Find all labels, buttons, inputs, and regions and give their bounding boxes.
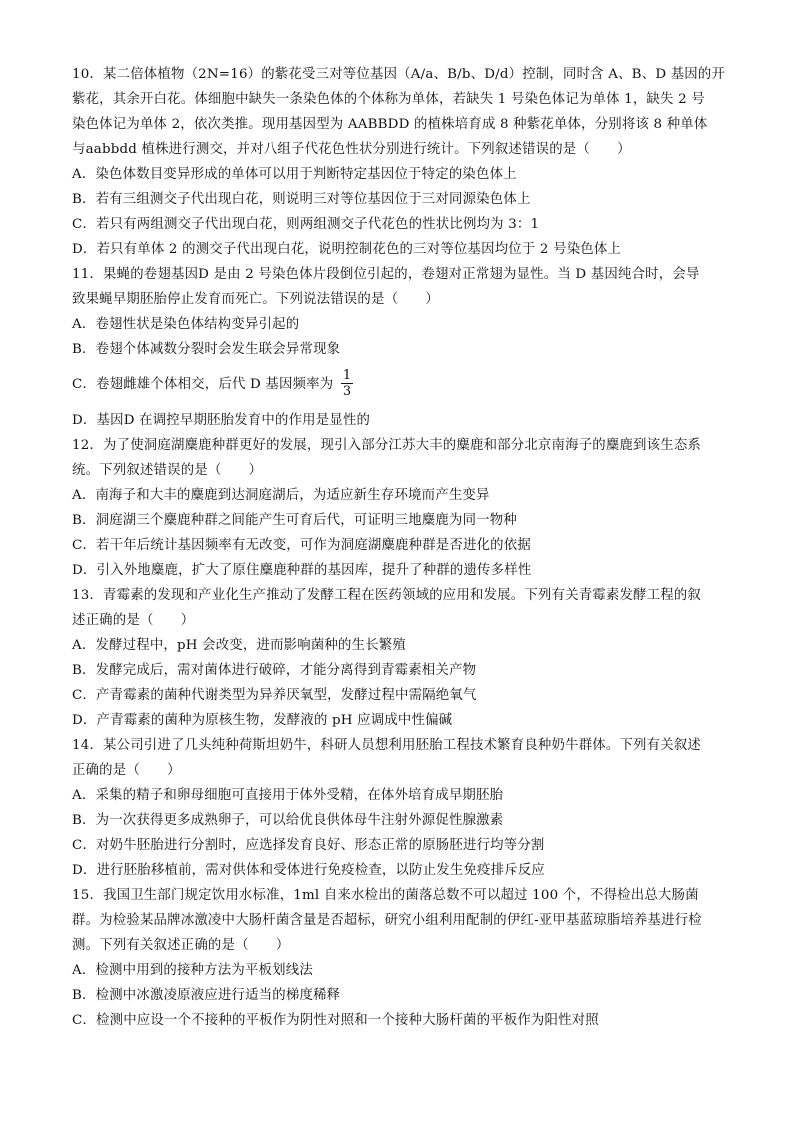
- question-stem-line: 正确的是（ ）: [72, 763, 181, 778]
- fraction: [341, 368, 353, 399]
- option-b: B．洞庭湖三个麋鹿种群之间能产生可育后代，可证明三地麋鹿为同一物种: [72, 513, 517, 528]
- option-b: B．检测中冰激凌原液应进行适当的梯度稀释: [72, 988, 341, 1003]
- question-stem-line: 10．某二倍体植物（2N=16）的紫花受三对等位基因（A/a、B/b、D/d）控制，同时含 A、B、D 基因的开: [72, 67, 726, 82]
- question-stem-line: 致果蝇早期胚胎停止发育而死亡。下列说法错误的是（ ）: [72, 292, 439, 307]
- question-stem-line: 11．果蝇的卷翅基因D 是由 2 号染色体片段倒位引起的，卷翅对正常翅为显性。当 D 基因纯合时，会导: [72, 267, 700, 282]
- option-c-text: C．卷翅雌雄个体相交，后代 D 基因频率为: [72, 377, 334, 392]
- option-a: A．检测中用到的接种方法为平板划线法: [72, 963, 313, 978]
- option-b: B．卷翅个体减数分裂时会发生联会异常现象: [72, 342, 341, 357]
- question-stem-line: 述正确的是（ ）: [72, 613, 195, 628]
- option-d: D．引入外地麋鹿，扩大了原住麋鹿种群的基因库，提升了种群的遗传多样性: [72, 563, 532, 578]
- option-a: A．发酵过程中，pH 会改变，进而影响菌种的生长繁殖: [72, 638, 406, 653]
- question-stem-line: 测。下列有关叙述正确的是（ ）: [72, 938, 290, 953]
- question-stem-line: 14．某公司引进了几头纯种荷斯坦奶牛，科研人员想利用胚胎工程技术繁育良种奶牛群体。下列有关叙述: [72, 738, 702, 753]
- option-d: D．基因D 在调控早期胚胎发育中的作用是显性的: [72, 413, 371, 428]
- question-15: [72, 883, 722, 1033]
- option-a: A．南海子和大丰的麋鹿到达洞庭湖后，为适应新生存环境而产生变异: [72, 488, 490, 503]
- option-b: B．为一次获得更多成熟卵子，可以给优良供体母牛注射外源促性腺激素: [72, 813, 504, 828]
- option-c: C．若只有两组测交子代出现白花，则两组测交子代花色的性状比例均为 3：1: [72, 217, 540, 232]
- option-d: D．若只有单体 2 的测交子代出现白花，说明控制花色的三对等位基因均位于 2 号染色体上: [72, 242, 622, 257]
- option-c: C．产青霉素的菌种代谢类型为异养厌氧型，发酵过程中需隔绝氧气: [72, 688, 477, 703]
- question-13: [72, 583, 722, 733]
- option-c: C．对奶牛胚胎进行分割时，应选择发育良好、形态正常的原肠胚进行均等分割: [72, 838, 545, 853]
- option-c: C．检测中应设一个不接种的平板作为阴性对照和一个接种大肠杆菌的平板作为阳性对照: [72, 1013, 599, 1028]
- fraction-denominator: 3: [342, 384, 352, 399]
- option-d: D．产青霉素的菌种为原核生物，发酵液的 pH 应调成中性偏碱: [72, 713, 453, 728]
- option-a: A．卷翅性状是染色体结构变异引起的: [72, 317, 300, 332]
- option-a: A．染色体数目变异形成的单体可以用于判断特定基因位于特定的染色体上: [72, 167, 517, 182]
- option-a: A．采集的精子和卵母细胞可直接用于体外受精，在体外培育成早期胚胎: [72, 788, 504, 803]
- fraction-numerator: 1: [342, 368, 352, 383]
- question-stem-line: 12．为了使洞庭湖麋鹿种群更好的发展，现引入部分江苏大丰的麋鹿和部分北京南海子的麋鹿到该生态系: [72, 438, 702, 453]
- option-b: B．发酵完成后，需对菌体进行破碎，才能分离得到青霉素相关产物: [72, 663, 477, 678]
- option-c: C．若干年后统计基因频率有无改变，可作为洞庭湖麋鹿种群是否进化的依据: [72, 538, 531, 553]
- option-d: D．进行胚胎移植前，需对供体和受体进行免疫检查，以防止发生免疫排斥反应: [72, 863, 546, 878]
- option-b: B．若有三组测交子代出现白花，则说明三对等位基因位于三对同源染色体上: [72, 192, 531, 207]
- question-stem-line: 13．青霉素的发现和产业化生产推动了发酵工程在医药领域的应用和发展。下列有关青霉素发酵工程的叙: [72, 588, 702, 603]
- question-12: [72, 433, 722, 583]
- exam-page: [72, 62, 726, 1033]
- question-10: [72, 62, 726, 262]
- question-stem-line: 15．我国卫生部门规定饮用水标准，1ml 自来水检出的菌落总数不可以超过 100 个，不得检出总大肠菌: [72, 888, 699, 903]
- question-stem-line: 紫花，其余开白花。体细胞中缺失一条染色体的个体称为单体，若缺失 1 号染色体记为单体 1，缺失 2 号: [72, 92, 705, 107]
- question-stem-line: 群。为检验某品牌冰激凌中大肠杆菌含量是否超标，研究小组利用配制的伊红-亚甲基蓝琼脂培养基进行检: [72, 913, 702, 928]
- question-stem-line: 与aabbdd 植株进行测交，并对八组子代花色性状分别进行统计。下列叙述错误的是（ ）: [72, 142, 631, 157]
- question-11: [72, 262, 722, 433]
- question-stem-line: 统。下列叙述错误的是（ ）: [72, 463, 263, 478]
- question-14: [72, 733, 722, 883]
- option-c: [72, 362, 722, 408]
- question-stem-line: 染色体记为单体 2，依次类推。现用基因型为 AABBDD 的植株培育成 8 种紫花单体，分别将该 8 种单体: [72, 117, 708, 132]
